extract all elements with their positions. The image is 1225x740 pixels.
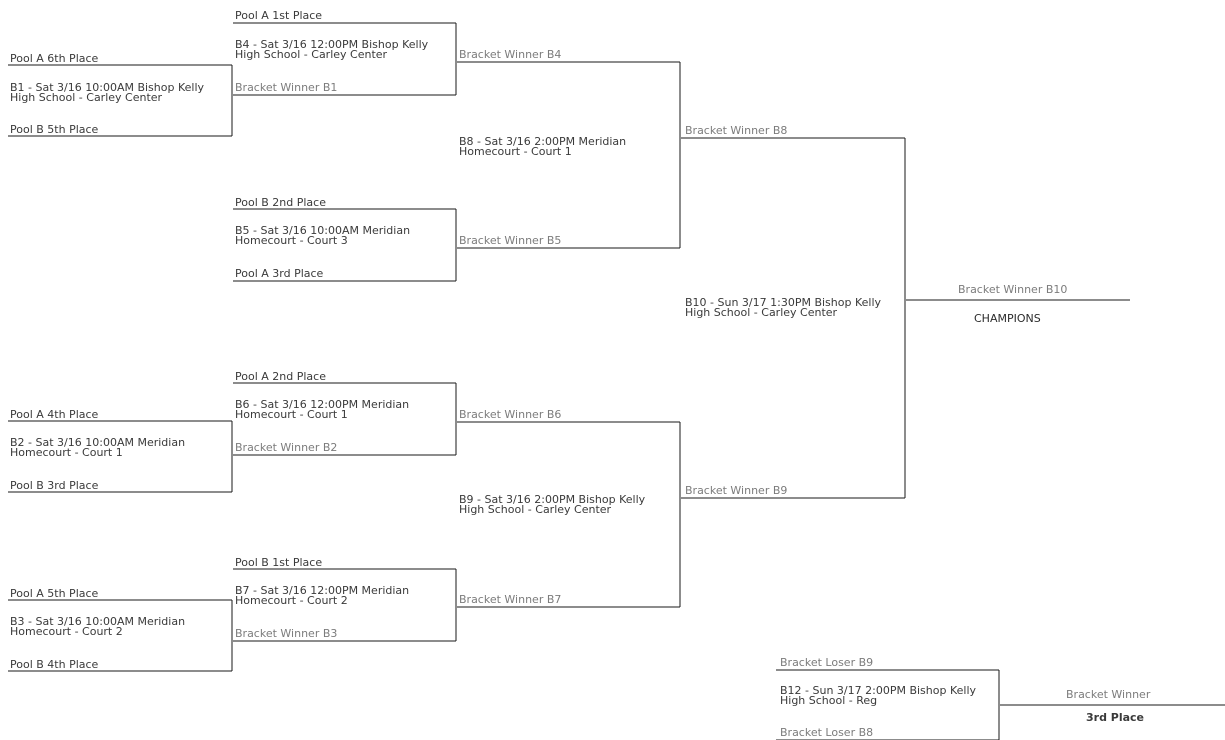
b1-game-info: B1 - Sat 3/16 10:00AM Bishop Kelly High School - Carley Center (10, 81, 205, 104)
b10-top-team: Bracket Winner B8 (685, 124, 788, 137)
b1-bottom-team: Pool B 5th Place (10, 123, 99, 136)
b9-game-info: B9 - Sat 3/16 2:00PM Bishop Kelly High School - Carley Center (459, 493, 646, 516)
b5-game-info: B5 - Sat 3/16 10:00AM Meridian Homecourt - Court 3 (235, 224, 411, 247)
b8-game-info: B8 - Sat 3/16 2:00PM Meridian Homecourt - Court 1 (459, 135, 627, 158)
b4-bottom-team: Bracket Winner B1 (235, 81, 338, 94)
third-place-winner: Bracket Winner (1066, 688, 1151, 701)
champion-winner: Bracket Winner B10 (958, 283, 1068, 296)
b12-top-team: Bracket Loser B9 (780, 656, 874, 669)
b7-game-info: B7 - Sat 3/16 12:00PM Meridian Homecourt - Court 2 (235, 584, 410, 607)
champions-title: CHAMPIONS (974, 312, 1041, 325)
b2-bottom-team: Pool B 3rd Place (10, 479, 99, 492)
b12-bottom-team: Bracket Loser B8 (780, 726, 874, 739)
b4-game-info: B4 - Sat 3/16 12:00PM Bishop Kelly High School - Carley Center (235, 38, 429, 61)
b1-top-team: Pool A 6th Place (10, 52, 99, 65)
third-place-title: 3rd Place (1086, 711, 1145, 724)
b7-bottom-team: Bracket Winner B3 (235, 627, 338, 640)
b2-game-info: B2 - Sat 3/16 10:00AM Meridian Homecourt - Court 1 (10, 436, 186, 459)
b6-bottom-team: Bracket Winner B2 (235, 441, 338, 454)
b12-game-info: B12 - Sun 3/17 2:00PM Bishop Kelly High School - Reg (780, 684, 977, 707)
b3-game-info: B3 - Sat 3/16 10:00AM Meridian Homecourt - Court 2 (10, 615, 186, 638)
b6-top-team: Pool A 2nd Place (235, 370, 326, 383)
b3-bottom-team: Pool B 4th Place (10, 658, 99, 671)
b5-bottom-team: Pool A 3rd Place (235, 267, 324, 280)
b10-bottom-team: Bracket Winner B9 (685, 484, 788, 497)
b9-bottom-team: Bracket Winner B7 (459, 593, 562, 606)
b5-top-team: Pool B 2nd Place (235, 196, 326, 209)
b6-game-info: B6 - Sat 3/16 12:00PM Meridian Homecourt - Court 1 (235, 398, 410, 421)
b8-top-team: Bracket Winner B4 (459, 48, 562, 61)
b3-top-team: Pool A 5th Place (10, 587, 99, 600)
b10-game-info: B10 - Sun 3/17 1:30PM Bishop Kelly High School - Carley Center (685, 296, 882, 319)
b4-top-team: Pool A 1st Place (235, 9, 323, 22)
b9-top-team: Bracket Winner B6 (459, 408, 562, 421)
b8-bottom-team: Bracket Winner B5 (459, 234, 562, 247)
b2-top-team: Pool A 4th Place (10, 408, 99, 421)
b7-top-team: Pool B 1st Place (235, 556, 323, 569)
